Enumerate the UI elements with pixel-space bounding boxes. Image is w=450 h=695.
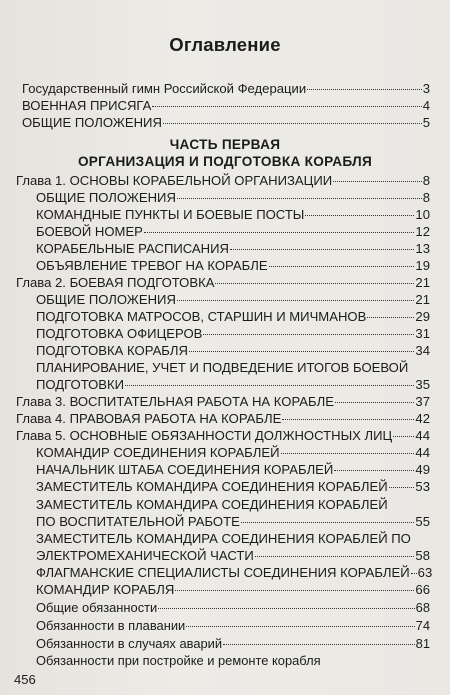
- toc-page: 37: [415, 394, 430, 409]
- toc-entry[interactable]: [36, 342, 430, 359]
- toc-entry[interactable]: [36, 291, 430, 308]
- toc-label: Глава 1. ОСНОВЫ КОРАБЕЛЬНОЙ ОРГАНИЗАЦИИ: [16, 173, 333, 188]
- page-title: Оглавление: [169, 34, 281, 55]
- dot-leader: [411, 573, 417, 574]
- dot-leader: [281, 453, 415, 454]
- toc-label: НАЧАЛЬНИК ШТАБА СОЕДИНЕНИЯ КОРАБЛЕЙ: [36, 462, 334, 477]
- toc-page: 44: [415, 445, 430, 460]
- toc-label: ЭЛЕКТРОМЕХАНИЧЕСКОЙ ЧАСТИ: [36, 548, 254, 563]
- dot-leader: [177, 300, 415, 301]
- toc-label-line: ПЛАНИРОВАНИЕ, УЧЕТ И ПОДВЕДЕНИЕ ИТОГОВ БОЕВОЙ: [36, 360, 409, 375]
- toc-entry[interactable]: [36, 581, 430, 598]
- toc-label: БОЕВОЙ НОМЕР: [36, 224, 143, 239]
- toc-page: 68: [415, 600, 430, 615]
- toc-entry-deputy-eng[interactable]: [36, 547, 430, 564]
- toc-page: 29: [415, 309, 430, 324]
- toc-page: 21: [415, 292, 430, 307]
- toc-entry[interactable]: [36, 189, 430, 206]
- toc-label: ОБЩИЕ ПОЛОЖЕНИЯ: [22, 115, 162, 130]
- dot-leader: [186, 626, 414, 627]
- toc-page: 12: [415, 224, 430, 239]
- dot-leader: [125, 385, 414, 386]
- dot-leader: [393, 436, 414, 437]
- dot-leader: [163, 123, 422, 124]
- toc-label: ФЛАГМАНСКИЕ СПЕЦИАЛИСТЫ СОЕДИНЕНИЯ КОРАБЛЕЙ: [36, 565, 410, 580]
- toc-page: 8: [422, 173, 430, 188]
- toc-label: ПОДГОТОВКА ОФИЦЕРОВ: [36, 326, 203, 341]
- dot-leader: [333, 181, 422, 182]
- toc-page: 21: [415, 275, 430, 290]
- toc-label: ВОЕННАЯ ПРИСЯГА: [22, 98, 152, 113]
- toc-entry[interactable]: [36, 308, 430, 325]
- toc-label: КОМАНДИР КОРАБЛЯ: [36, 582, 175, 597]
- dot-leader: [389, 487, 415, 488]
- dot-leader: [269, 266, 415, 267]
- toc-page: 13: [415, 241, 430, 256]
- dot-leader: [241, 522, 415, 523]
- toc-entry-anthem[interactable]: [22, 80, 430, 97]
- toc-subentry[interactable]: [36, 599, 430, 616]
- part-heading: ЧАСТЬ ПЕРВАЯ: [169, 137, 281, 152]
- toc-entry-deputy-edu[interactable]: [36, 513, 430, 530]
- dot-leader: [158, 608, 414, 609]
- dot-leader: [175, 590, 414, 591]
- dot-leader: [282, 419, 414, 420]
- toc-page: 42: [415, 411, 430, 426]
- toc-label-line: ЗАМЕСТИТЕЛЬ КОМАНДИРА СОЕДИНЕНИЯ КОРАБЛЕЙ ПО: [36, 531, 411, 546]
- dot-leader: [255, 556, 415, 557]
- part-subheading: ОРГАНИЗАЦИЯ И ПОДГОТОВКА КОРАБЛЯ: [77, 154, 373, 169]
- dot-leader: [144, 232, 415, 233]
- dot-leader: [230, 249, 414, 250]
- dot-leader: [189, 351, 414, 352]
- toc-page: 55: [415, 514, 430, 529]
- toc-entry-oath[interactable]: [22, 97, 430, 114]
- toc-label: ПОДГОТОВКА КОРАБЛЯ: [36, 343, 188, 358]
- toc-label: КОРАБЕЛЬНЫЕ РАСПИСАНИЯ: [36, 241, 229, 256]
- toc-page: 8: [422, 190, 430, 205]
- toc-page: 81: [415, 636, 430, 651]
- toc-page: 63: [417, 565, 433, 580]
- toc-label-line: Обязанности при постройке и ремонте корабля: [36, 653, 321, 668]
- toc-entry[interactable]: [36, 564, 433, 581]
- toc-page: 10: [415, 207, 430, 222]
- toc-entry[interactable]: [36, 461, 430, 478]
- toc-page: 19: [415, 258, 430, 273]
- toc-chapter-1[interactable]: [16, 172, 430, 189]
- toc-page: 35: [415, 377, 430, 392]
- toc-label: ПО ВОСПИТАТЕЛЬНОЙ РАБОТЕ: [36, 514, 240, 529]
- toc-label: ОБЪЯВЛЕНИЕ ТРЕВОГ НА КОРАБЛЕ: [36, 258, 268, 273]
- toc-entry[interactable]: [36, 478, 430, 495]
- toc-subentry[interactable]: [36, 635, 430, 652]
- dot-leader: [367, 317, 414, 318]
- toc-page: 5: [422, 115, 430, 130]
- dot-leader: [307, 89, 422, 90]
- toc-label: Обязанности в случаях аварий: [36, 636, 223, 651]
- dot-leader: [305, 215, 414, 216]
- toc-chapter-2[interactable]: [16, 274, 430, 291]
- dot-leader: [177, 198, 422, 199]
- toc-label: ЗАМЕСТИТЕЛЬ КОМАНДИРА СОЕДИНЕНИЯ КОРАБЛЕЙ: [36, 479, 388, 494]
- toc-label: КОМАНДНЫЕ ПУНКТЫ И БОЕВЫЕ ПОСТЫ: [36, 207, 305, 222]
- dot-leader: [152, 106, 421, 107]
- toc-entry[interactable]: [36, 206, 430, 223]
- dot-leader: [335, 402, 414, 403]
- dot-leader: [223, 644, 415, 645]
- toc-label: Общие обязанности: [36, 600, 158, 615]
- toc-page: 44: [415, 428, 430, 443]
- toc-subentry[interactable]: [36, 617, 430, 634]
- toc-entry-planning[interactable]: [36, 376, 430, 393]
- toc-chapter-4[interactable]: [16, 410, 430, 427]
- toc-label: ОБЩИЕ ПОЛОЖЕНИЯ: [36, 190, 176, 205]
- toc-page: 58: [415, 548, 430, 563]
- toc-page: 66: [415, 582, 430, 597]
- toc-page: 53: [415, 479, 430, 494]
- toc-chapter-3[interactable]: [16, 393, 430, 410]
- toc-page: 34: [415, 343, 430, 358]
- toc-page: 3: [422, 81, 430, 96]
- toc-page: 74: [415, 618, 430, 633]
- toc-label: Государственный гимн Российской Федерации: [22, 81, 307, 96]
- toc-label: Глава 3. ВОСПИТАТЕЛЬНАЯ РАБОТА НА КОРАБЛЕ: [16, 394, 334, 409]
- toc-label: ОБЩИЕ ПОЛОЖЕНИЯ: [36, 292, 176, 307]
- toc-label: Глава 5. ОСНОВНЫЕ ОБЯЗАННОСТИ ДОЛЖНОСТНЫХ ЛИЦ: [16, 428, 393, 443]
- toc-chapter-5[interactable]: [16, 427, 430, 444]
- toc-page: 4: [422, 98, 430, 113]
- toc-label-line: ЗАМЕСТИТЕЛЬ КОМАНДИРА СОЕДИНЕНИЯ КОРАБЛЕЙ: [36, 497, 388, 512]
- toc-label: ПОДГОТОВКИ: [36, 377, 125, 392]
- toc-label: Глава 4. ПРАВОВАЯ РАБОТА НА КОРАБЛЕ: [16, 411, 282, 426]
- toc-entry[interactable]: [36, 223, 430, 240]
- dot-leader: [334, 470, 414, 471]
- toc-label: КОМАНДИР СОЕДИНЕНИЯ КОРАБЛЕЙ: [36, 445, 280, 460]
- toc-entry-general[interactable]: [22, 114, 430, 131]
- toc-label: ПОДГОТОВКА МАТРОСОВ, СТАРШИН И МИЧМАНОВ: [36, 309, 367, 324]
- dot-leader: [203, 334, 414, 335]
- toc-page: 31: [415, 326, 430, 341]
- dot-leader: [215, 283, 414, 284]
- toc-label: Глава 2. БОЕВАЯ ПОДГОТОВКА: [16, 275, 215, 290]
- toc-label: Обязанности в плавании: [36, 618, 186, 633]
- toc-entry[interactable]: [36, 240, 430, 257]
- page-number: 456: [14, 672, 36, 687]
- toc-page: 49: [415, 462, 430, 477]
- toc-entry[interactable]: [36, 325, 430, 342]
- toc-entry[interactable]: [36, 257, 430, 274]
- toc-entry[interactable]: [36, 444, 430, 461]
